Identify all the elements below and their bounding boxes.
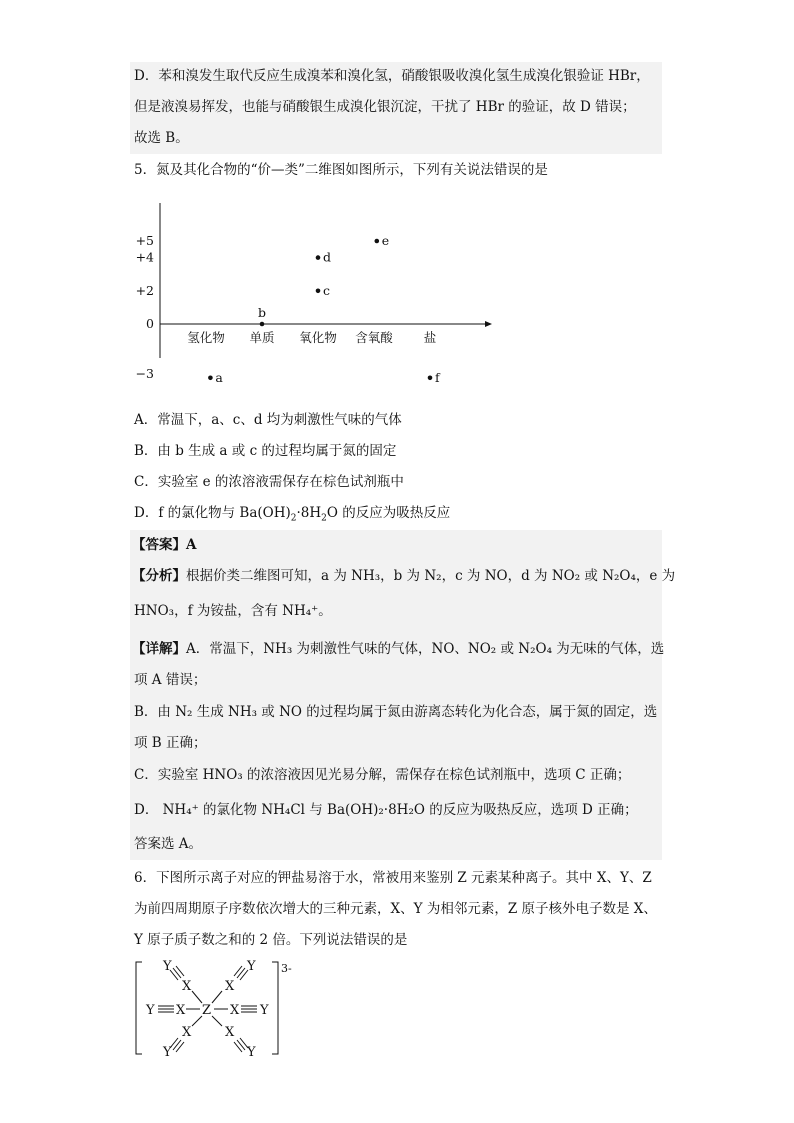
x-category-label: 含氧酸 — [355, 330, 393, 345]
x-category-label: 单质 — [249, 330, 275, 345]
atom-y-upleft: Y — [163, 959, 172, 974]
q4-option-d-line2: 但是液溴易挥发，也能与硝酸银生成溴化银沉淀，干扰了 HBr 的验证，故 D 错误； — [134, 99, 636, 115]
q6-stem-line1: 6．下图所示离子对应的钾盐易溶于水，常被用来鉴别 Z 元素某种离子。其中 X、Y、Z — [134, 870, 652, 886]
q5-option-d-sub: 2 — [290, 513, 297, 524]
x-category-label: 氢化物 — [187, 330, 225, 345]
q5-option-d-base: Ba(OH) — [239, 505, 291, 521]
point-label-a: a — [215, 369, 223, 385]
point-label-b: b — [258, 305, 267, 320]
point-b — [260, 322, 265, 327]
q5-analysis-head: 【分析】 — [132, 568, 186, 584]
q5-detail-a2: 项 A 错误； — [134, 672, 207, 688]
q5-analysis-line1 — [132, 566, 675, 586]
y-tick-label: −3 — [135, 365, 154, 381]
point-label-f: f — [435, 369, 440, 385]
q5-option-d-pre: D．f 的氯化物与 — [134, 505, 240, 521]
right-bracket — [272, 962, 278, 1054]
atom-x-right: X — [230, 1003, 240, 1018]
point-c — [316, 289, 321, 294]
q5-option-a: A．常温下，a、c、d 均为刺激性气味的气体 — [134, 412, 402, 428]
point-label-d: d — [323, 249, 332, 265]
q5-option-d — [134, 503, 450, 529]
q5-stem: 5．氮及其化合物的“价—类”二维图如图所示，下列有关说法错误的是 — [134, 162, 548, 178]
point-a — [208, 376, 213, 381]
ion-structure-diagram — [132, 958, 302, 1058]
y-tick-label: +4 — [135, 249, 154, 265]
atom-y-right: Y — [260, 1003, 269, 1018]
q5-detail-a1-text: A．常温下，NH₃ 为刺激性气味的气体，NO、NO₂ 或 N₂O₄ 为无味的气体，选 — [186, 641, 665, 657]
valence-class-chart — [130, 198, 500, 385]
q6-stem-line3: Y 原子质子数之和的 2 倍。下列说法错误的是 — [134, 932, 408, 948]
q5-detail-head: 【详解】 — [132, 641, 186, 657]
q5-option-d-post: O 的反应为吸热反应 — [326, 505, 451, 521]
q5-option-d-sub2: 2 — [321, 513, 327, 524]
atom-y-downleft: Y — [163, 1045, 172, 1060]
q5-option-b: B．由 b 生成 a 或 c 的过程均属于氮的固定 — [134, 443, 397, 459]
atom-x-downright: X — [225, 1025, 235, 1040]
y-tick-label: +5 — [135, 233, 154, 248]
atom-z: Z — [202, 1003, 212, 1018]
ion-charge: 3- — [281, 962, 292, 975]
point-e — [375, 239, 380, 244]
q5-detail-b1: B．由 N₂ 生成 NH₃ 或 NO 的过程均属于氮由游离态转化为化合态，属于氮的固定，选 — [134, 704, 658, 720]
q5-detail-b2: 项 B 正确； — [134, 735, 207, 751]
atom-x-upright: X — [225, 979, 235, 994]
y-tick-label: +2 — [135, 282, 154, 298]
point-label-c: c — [323, 282, 331, 298]
q5-final: 答案选 A。 — [134, 836, 203, 852]
q5-analysis-line2: HNO₃，f 为铵盐，含有 NH₄⁺。 — [134, 603, 332, 619]
atom-x-downleft: X — [182, 1025, 192, 1040]
q5-detail-d: D． NH₄⁺ 的氯化物 NH₄Cl 与 Ba(OH)₂·8H₂O 的反应为吸热反应，选项 D 正确； — [134, 802, 638, 818]
q5-option-d-dot: ·8H — [296, 505, 322, 521]
y-tick-label: 0 — [146, 316, 154, 331]
left-bracket — [136, 962, 142, 1054]
x-category-label: 盐 — [423, 330, 437, 345]
atom-y-downright: Y — [247, 1045, 256, 1060]
q4-option-d-line1: D．苯和溴发生取代反应生成溴苯和溴化氢，硝酸银吸收溴化氢生成溴化银验证 HBr， — [134, 68, 650, 84]
q4-choose: 故选 B。 — [134, 130, 189, 146]
point-f — [428, 376, 433, 381]
atom-y-left: Y — [146, 1003, 155, 1018]
q5-answer: 【答案】A — [132, 537, 197, 553]
atom-x-left: X — [176, 1003, 186, 1018]
point-label-e: e — [381, 233, 390, 248]
q6-stem-line2: 为前四周期原子序数依次增大的三种元素，X、Y 为相邻元素，Z 原子核外电子数是 X、 — [134, 901, 657, 917]
atom-x-upleft: X — [182, 979, 192, 994]
point-d — [316, 255, 321, 260]
atom-y-upright: Y — [247, 959, 256, 974]
q5-option-c: C．实验室 e 的浓溶液需保存在棕色试剂瓶中 — [134, 474, 404, 490]
q5-detail-a1 — [132, 639, 664, 659]
x-category-label: 氧化物 — [299, 330, 337, 345]
x-axis-arrow — [485, 321, 492, 327]
q5-detail-c: C．实验室 HNO₃ 的浓溶液因见光易分解，需保存在棕色试剂瓶中，选项 C 正确； — [134, 767, 631, 783]
q5-analysis-text: 根据价类二维图可知，a 为 NH₃，b 为 N₂，c 为 NO，d 为 NO₂ 或 N₂O₄，e 为 — [186, 568, 676, 584]
